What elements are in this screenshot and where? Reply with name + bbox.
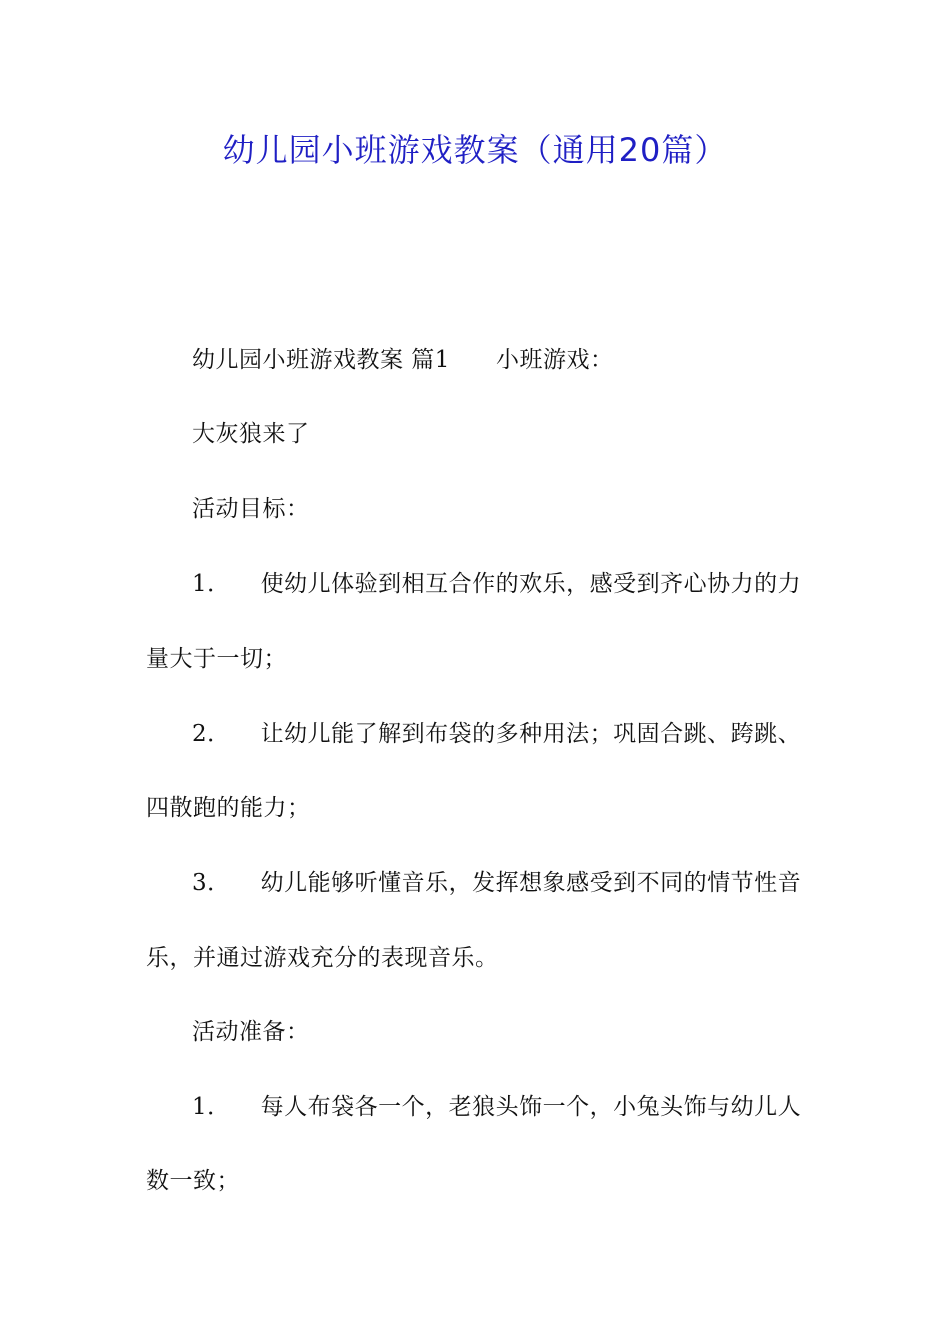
preparation-heading: 活动准备： [192, 1019, 310, 1045]
list-continuation: 数一致； [146, 1168, 240, 1194]
list-item [192, 867, 801, 899]
list-number: 1． [192, 1094, 231, 1120]
list-continuation: 乐，并通过游戏充分的表现音乐。 [146, 945, 499, 971]
section-heading: 幼儿园小班游戏教案 篇1 [192, 347, 450, 373]
list-item [192, 568, 801, 600]
list-item [192, 1091, 801, 1123]
list-text: 让幼儿能了解到布袋的多种用法；巩固合跳、跨跳、 [260, 721, 802, 747]
list-number: 2． [192, 721, 231, 747]
list-text: 每人布袋各一个，老狼头饰一个，小兔头饰与幼儿人 [260, 1094, 802, 1120]
game-name: 大灰狼来了 [192, 421, 310, 447]
list-text: 幼儿能够听懂音乐，发挥想象感受到不同的情节性音 [260, 870, 802, 896]
paragraph-line [192, 344, 613, 376]
list-number: 1． [192, 571, 231, 597]
list-continuation: 四散跑的能力； [146, 795, 311, 821]
list-number: 3． [192, 870, 231, 896]
goals-heading: 活动目标： [192, 496, 310, 522]
list-text: 使幼儿体验到相互合作的欢乐，感受到齐心协力的力 [260, 571, 802, 597]
list-continuation: 量大于一切； [146, 646, 287, 672]
document-title: 幼儿园小班游戏教案（通用20篇） [222, 131, 728, 169]
game-label: 小班游戏： [495, 347, 614, 373]
list-item [192, 718, 801, 750]
